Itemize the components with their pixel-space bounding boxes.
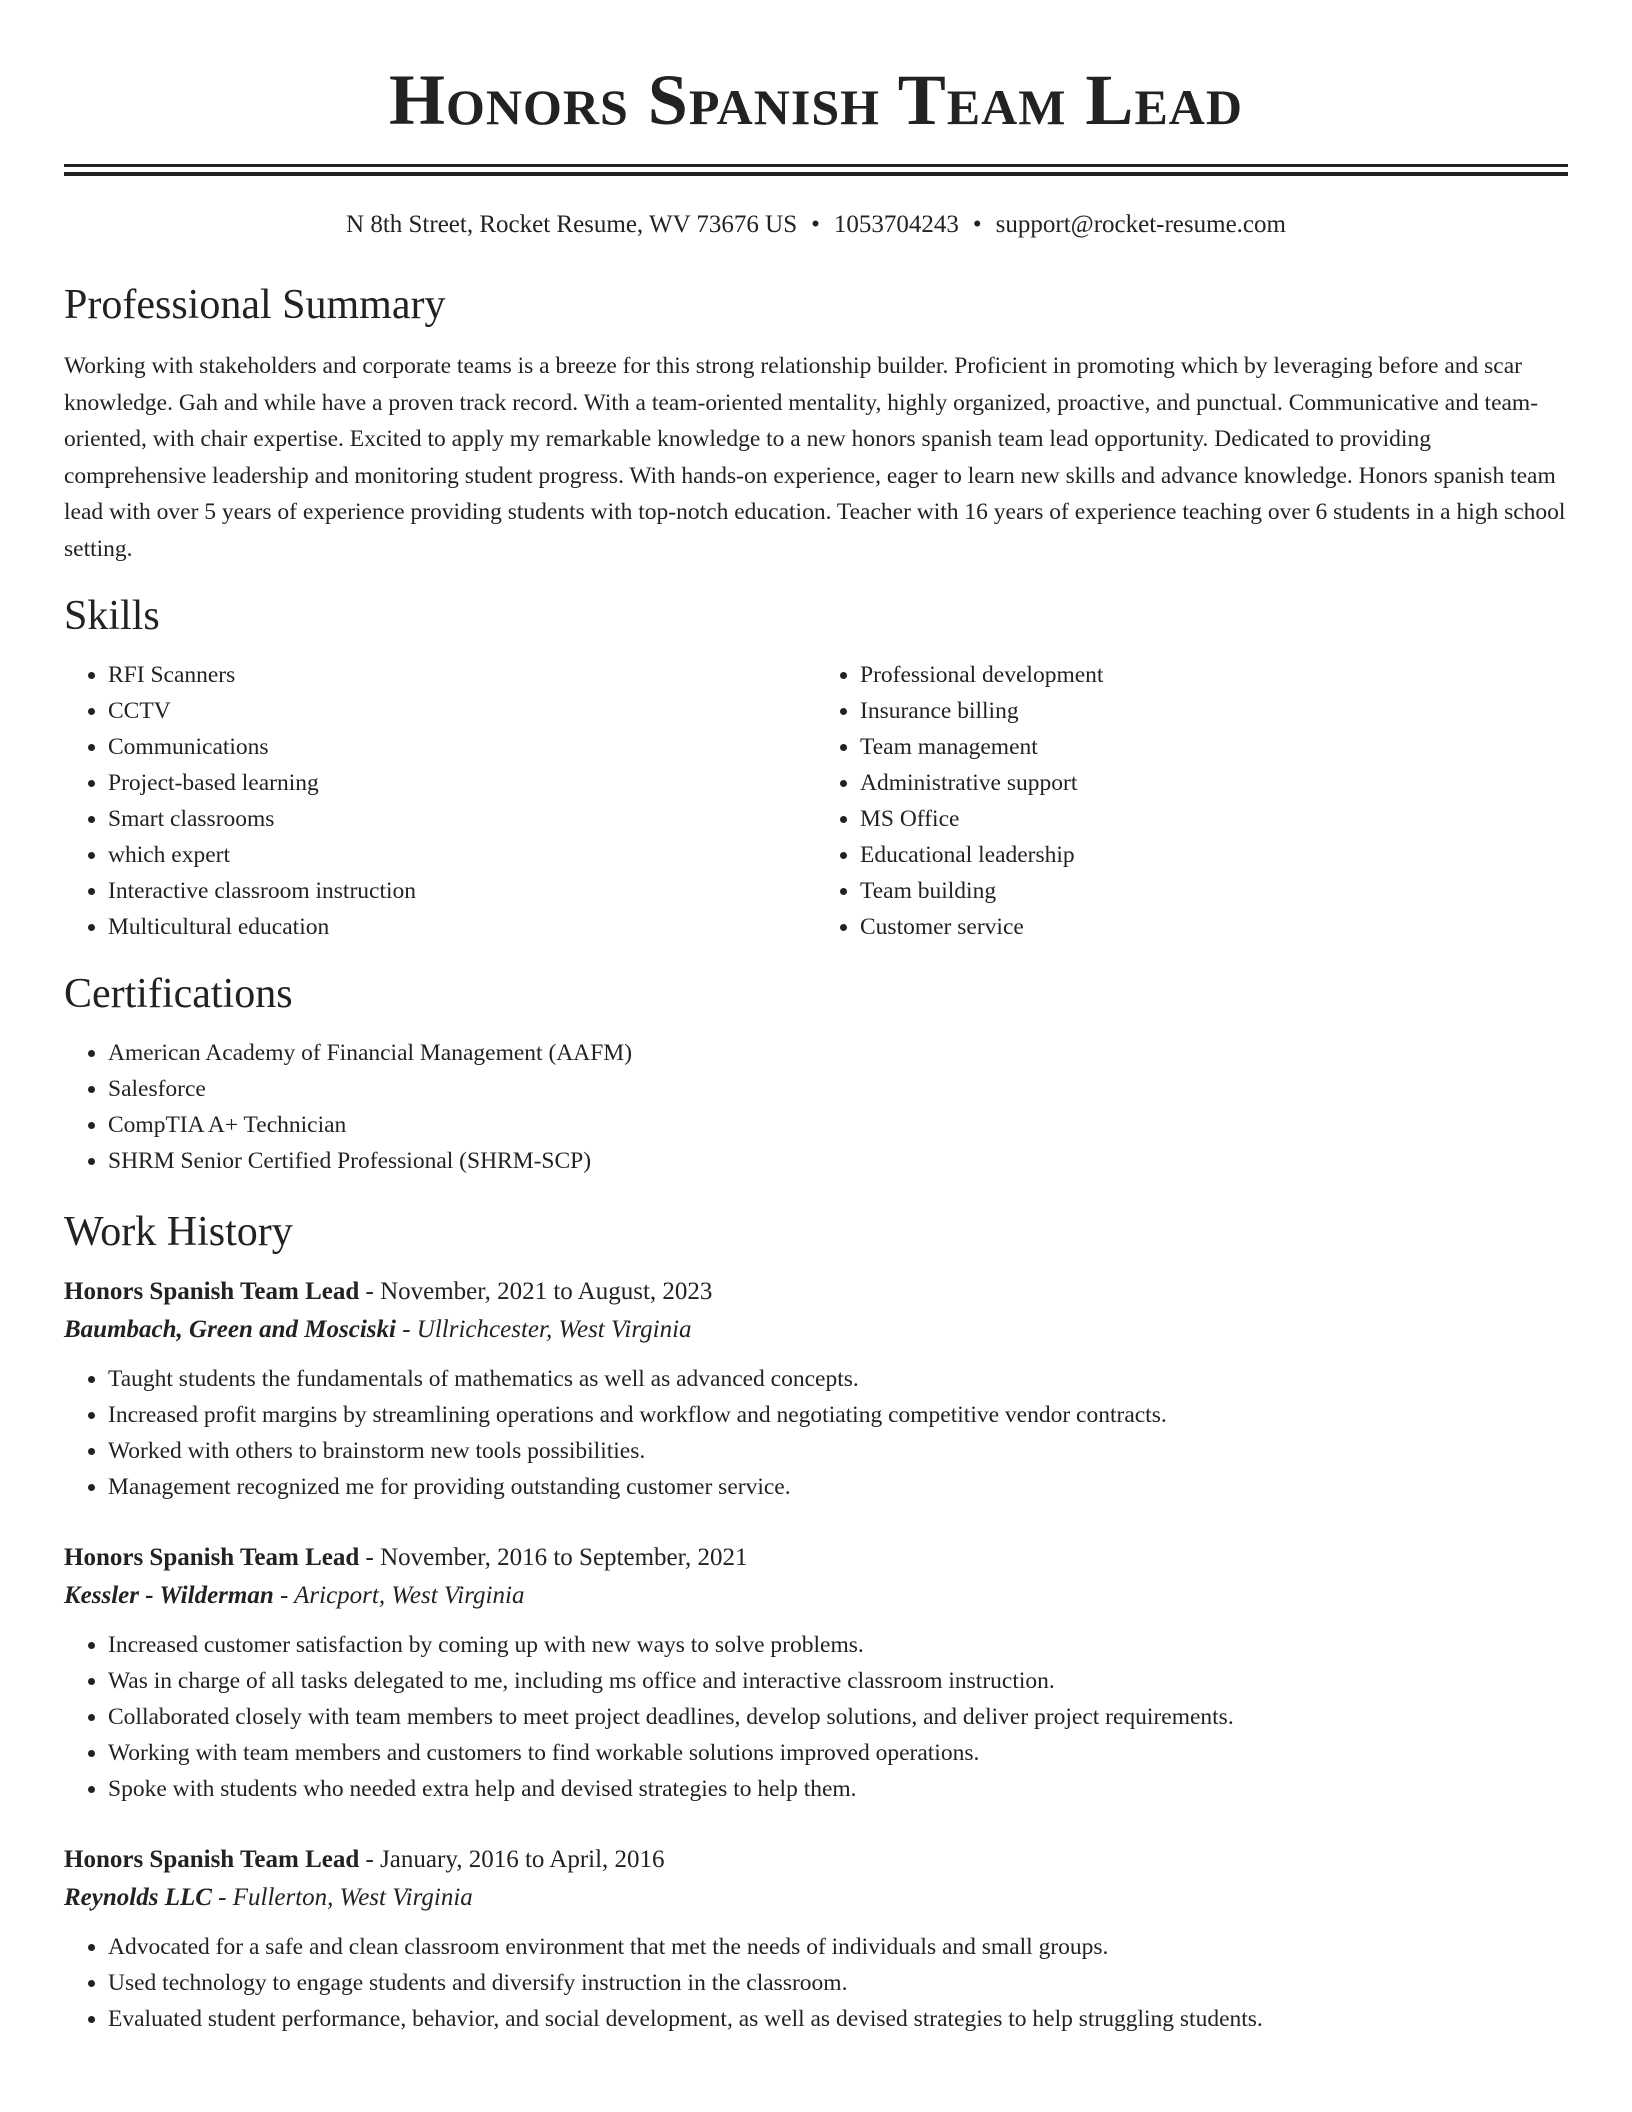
- job-company: Baumbach, Green and Mosciski: [64, 1316, 396, 1343]
- job-bullet: • Increased profit margins by streamlining operations and workflow and negotiating competitive vendor contracts.: [108, 1397, 1568, 1433]
- resume-page: [64, 0, 1568, 2037]
- skill-item: • Professional development: [860, 657, 1568, 693]
- job-header: [64, 1539, 1568, 1577]
- contact-separator: •: [811, 211, 820, 238]
- job-dates: - November, 2021 to August, 2023: [359, 1278, 713, 1305]
- skill-item: • CCTV: [108, 693, 816, 729]
- job-employer: [64, 1879, 1568, 1917]
- job-employer: [64, 1577, 1568, 1615]
- job-entry: [64, 1539, 1568, 1807]
- skills-column-right: [816, 657, 1568, 945]
- job-bullet: • Taught students the fundamentals of mathematics as well as advanced concepts.: [108, 1361, 1568, 1397]
- skill-item: • Interactive classroom instruction: [108, 873, 816, 909]
- skill-item: • Smart classrooms: [108, 801, 816, 837]
- skills-list: [64, 657, 1568, 945]
- certification-item: • CompTIA A+ Technician: [108, 1107, 1568, 1143]
- job-location: - Aricport, West Virginia: [273, 1582, 525, 1609]
- contact-phone: 1053704243: [833, 211, 959, 238]
- certification-item: • Salesforce: [108, 1071, 1568, 1107]
- job-bullet: • Evaluated student performance, behavior, and social development, as well as devised strategies to help struggling students.: [108, 2001, 1568, 2037]
- skill-item: • Project-based learning: [108, 765, 816, 801]
- contact-line: [64, 210, 1568, 240]
- certification-item: • American Academy of Financial Management (AAFM): [108, 1035, 1568, 1071]
- skill-item: • which expert: [108, 837, 816, 873]
- job-entry: [64, 1841, 1568, 2037]
- contact-separator: •: [972, 211, 982, 238]
- job-bullet: • Advocated for a safe and clean classroom environment that met the needs of individuals and small groups.: [108, 1929, 1568, 1965]
- certifications-list: [64, 1035, 1568, 1179]
- contact-address: N 8th Street, Rocket Resume, WV 73676 US: [346, 211, 798, 238]
- skill-item: • MS Office: [860, 801, 1568, 837]
- job-bullets: [64, 1627, 1568, 1807]
- job-bullets: [64, 1361, 1568, 1505]
- skill-item: • Customer service: [860, 909, 1568, 945]
- skill-item: • Administrative support: [860, 765, 1568, 801]
- skill-item: • Team building: [860, 873, 1568, 909]
- job-bullet: • Worked with others to brainstorm new tools possibilities.: [108, 1433, 1568, 1469]
- summary-text: Working with stakeholders and corporate teams is a breeze for this strong relationship builder. Proficient in promoting which by leveraging before and scar knowledge. Gah and while have a proven track record. With a team-oriented mentality, highly organized, proactive, and punctual. Communicative and team-oriented, with chair expertise. Excited to apply my remarkable knowledge to a new honors spanish team lead opportunity. Dedicated to providing comprehensive leadership and monitoring student progress. With hands-on experience, eager to learn new skills and advance knowledge. Honors spanish team lead with over 5 years of experience providing students with top-notch education. Teacher with 16 years of experience teaching over 6 students in a high school setting.: [64, 353, 1566, 562]
- job-title: Honors Spanish Team Lead: [64, 1544, 360, 1571]
- skills-heading: Skills: [64, 593, 160, 639]
- certification-item: • SHRM Senior Certified Professional (SHRM-SCP): [108, 1143, 1568, 1179]
- skill-item: • Multicultural education: [108, 909, 816, 945]
- job-dates: - November, 2016 to September, 2021: [359, 1544, 748, 1571]
- job-bullet: • Was in charge of all tasks delegated to me, including ms office and interactive classroom instruction.: [108, 1663, 1568, 1699]
- job-bullet: • Increased customer satisfaction by coming up with new ways to solve problems.: [108, 1627, 1568, 1663]
- skill-item: • Communications: [108, 729, 816, 765]
- skill-item: • Educational leadership: [860, 837, 1568, 873]
- resume-name: Honors Spanish Team Lead: [388, 60, 1244, 140]
- job-bullet: • Used technology to engage students and diversify instruction in the classroom.: [108, 1965, 1568, 2001]
- job-location: - Fullerton, West Virginia: [211, 1884, 473, 1911]
- job-employer: [64, 1311, 1568, 1349]
- job-location: - Ullrichcester, West Virginia: [395, 1316, 692, 1343]
- skills-column-left: [64, 657, 816, 945]
- job-bullet: • Working with team members and customers to find workable solutions improved operations.: [108, 1735, 1568, 1771]
- header-divider: [64, 164, 1568, 176]
- job-bullet: • Collaborated closely with team members to meet project deadlines, develop solutions, and deliver project requirements.: [108, 1699, 1568, 1735]
- contact-email[interactable]: support@rocket-resume.com: [995, 211, 1286, 238]
- job-bullet: • Spoke with students who needed extra help and devised strategies to help them.: [108, 1771, 1568, 1807]
- job-title: Honors Spanish Team Lead: [64, 1278, 360, 1305]
- job-spacer: [64, 1807, 1568, 1841]
- job-spacer: [64, 1505, 1568, 1539]
- summary-heading: Professional Summary: [64, 282, 446, 328]
- job-title: Honors Spanish Team Lead: [64, 1846, 360, 1873]
- job-entry: [64, 1273, 1568, 1505]
- job-dates: - January, 2016 to April, 2016: [359, 1846, 665, 1873]
- job-company: Reynolds LLC: [64, 1884, 212, 1911]
- work-history-heading: Work History: [64, 1209, 293, 1255]
- skill-item: • Team management: [860, 729, 1568, 765]
- job-header: [64, 1841, 1568, 1879]
- job-company: Kessler - Wilderman: [64, 1582, 274, 1609]
- skill-item: • Insurance billing: [860, 693, 1568, 729]
- skill-item: • RFI Scanners: [108, 657, 816, 693]
- certifications-heading: Certifications: [64, 971, 293, 1017]
- job-bullet: • Management recognized me for providing outstanding customer service.: [108, 1469, 1568, 1505]
- job-bullets: [64, 1929, 1568, 2037]
- job-header: [64, 1273, 1568, 1311]
